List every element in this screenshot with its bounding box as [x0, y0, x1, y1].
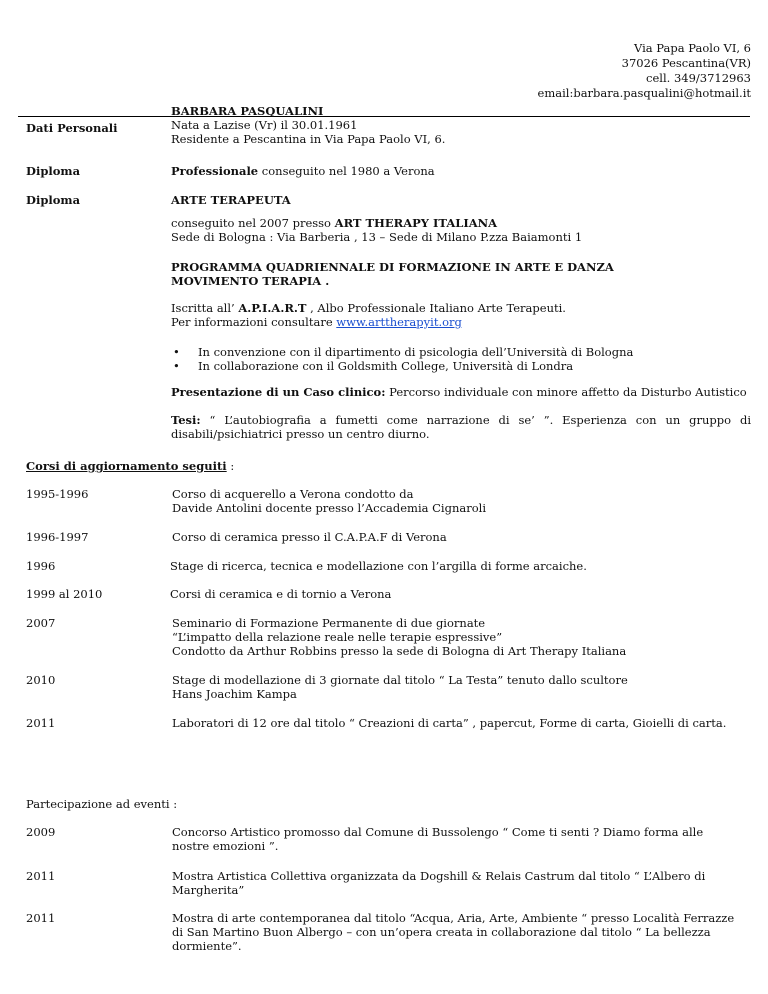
program-line-2: MOVIMENTO TERAPIA . — [171, 274, 330, 288]
course-line: Condotto da Arthur Robbins presso la sede di Bologna di Art Therapy Italiana — [172, 644, 627, 658]
course-date: 2010 — [26, 673, 56, 687]
event-date: 2011 — [26, 911, 56, 925]
course-description — [172, 616, 742, 658]
diploma-detail: conseguito nel 1980 a Verona — [258, 164, 435, 178]
address-phone: cell. 349/3712963 — [646, 71, 751, 85]
case-label: Presentazione di un Caso clinico: — [171, 385, 386, 399]
course-line: Davide Antolini docente presso l’Accademia Cignaroli — [172, 501, 487, 515]
thesis-text: “ L’autobiografia a fumetti come narrazione di se’ ”. Esperienza con un gruppo di disabili/psichiatrici presso un centro diurno. — [171, 413, 751, 441]
diploma-professionale — [171, 164, 435, 178]
person-name: BARBARA PASQUALINI — [171, 104, 324, 118]
school-name: ART THERAPY ITALIANA — [334, 216, 498, 230]
diploma-obtained — [171, 216, 582, 244]
website-link[interactable]: www.arttherapyit.org — [336, 315, 462, 329]
courses-heading — [26, 459, 234, 473]
thesis — [171, 413, 751, 441]
courses-heading-suffix: : — [226, 459, 235, 473]
course-description: Laboratori di 12 ore dal titolo “ Creazioni di carta” , papercut, Forme di carta, Gioielli di carta. — [172, 716, 727, 730]
school-sedi: Sede di Bologna : Via Barberia , 13 – Sede di Milano P.zza Baiamonti 1 — [171, 230, 583, 244]
diploma-label-2: Diploma — [26, 193, 81, 207]
bullet-text: In collaborazione con il Goldsmith College, Università di Londra — [198, 359, 574, 373]
course-date: 1999 al 2010 — [26, 587, 103, 601]
personal-info — [171, 104, 445, 146]
thesis-label: Tesi: — [171, 413, 201, 427]
course-description — [172, 487, 742, 515]
clinical-case — [171, 385, 747, 399]
diploma-arte-terapeuta-title: ARTE TERAPEUTA — [171, 193, 291, 207]
address-street: Via Papa Paolo VI, 6 — [634, 41, 751, 55]
course-line: Stage di modellazione di 3 giornate dal titolo “ La Testa” tenuto dallo scultore — [172, 673, 628, 687]
bullet-icon: • — [173, 359, 180, 373]
bullet-text: In convenzione con il dipartimento di psicologia dell’Università di Bologna — [198, 345, 634, 359]
course-date: 1996 — [26, 559, 56, 573]
course-date: 2007 — [26, 616, 56, 630]
course-line: Hans Joachim Kampa — [172, 687, 297, 701]
event-date: 2009 — [26, 825, 56, 839]
iscritta-suffix: , Albo Professionale Italiano Arte Terapeuti. — [306, 301, 566, 315]
address-email: email:barbara.pasqualini@hotmail.it — [537, 86, 751, 100]
course-description: Corso di ceramica presso il C.A.P.A.F di Verona — [172, 530, 447, 544]
contact-address — [538, 41, 751, 101]
event-description: Concorso Artistico promosso dal Comune di Bussolengo “ Come ti senti ? Diamo forma alle nostre emozioni ”. — [172, 825, 704, 853]
diploma-label: Diploma — [26, 164, 81, 178]
event-description: Mostra di arte contemporanea dal titolo “Acqua, Aria, Arte, Ambiente “ presso Località Ferrazze di San Martino Buon Albergo – con un’opera creata in collaborazione dal titolo “ La bellezza dormiente”. — [172, 911, 735, 953]
event-date: 2011 — [26, 869, 56, 883]
course-line: Seminario di Formazione Permanente di due giornate — [172, 616, 486, 630]
course-line: “L’impatto della relazione reale nelle terapie espressive” — [172, 630, 503, 644]
apiart-name: A.P.I.A.R.T — [238, 301, 307, 315]
course-line: Corso di acquerello a Verona condotto da — [172, 487, 414, 501]
residence-info: Residente a Pescantina in Via Papa Paolo VI, 6. — [171, 132, 446, 146]
events-heading: Partecipazione ad eventi : — [26, 797, 178, 811]
course-description: Corsi di ceramica e di tornio a Verona — [170, 587, 392, 601]
course-description: Stage di ricerca, tecnica e modellazione con l’argilla di forme arcaiche. — [170, 559, 587, 573]
courses-heading-text: Corsi di aggiornamento seguiti — [26, 459, 227, 473]
event-description: Mostra Artistica Collettiva organizzata da Dogshill & Relais Castrum dal titolo “ L’Albero di Margherita” — [172, 869, 706, 897]
iscritta-prefix: Iscritta all’ — [171, 301, 239, 315]
course-description — [172, 673, 742, 701]
program-title — [171, 260, 614, 288]
course-date: 2011 — [26, 716, 56, 730]
course-date: 1996-1997 — [26, 530, 89, 544]
birth-info: Nata a Lazise (Vr) il 30.01.1961 — [171, 118, 358, 132]
registration-info — [171, 301, 566, 329]
case-text: Percorso individuale con minore affetto da Disturbo Autistico — [385, 385, 747, 399]
obtained-prefix: conseguito nel 2007 presso — [171, 216, 335, 230]
bullet-icon: • — [173, 345, 180, 359]
info-prefix: Per informazioni consultare — [171, 315, 337, 329]
diploma-title: Professionale — [171, 164, 259, 178]
personal-label: Dati Personali — [26, 121, 118, 135]
program-line-1: PROGRAMMA QUADRIENNALE DI FORMAZIONE IN ARTE E DANZA — [171, 260, 614, 274]
address-city: 37026 Pescantina(VR) — [621, 56, 751, 70]
course-date: 1995-1996 — [26, 487, 89, 501]
